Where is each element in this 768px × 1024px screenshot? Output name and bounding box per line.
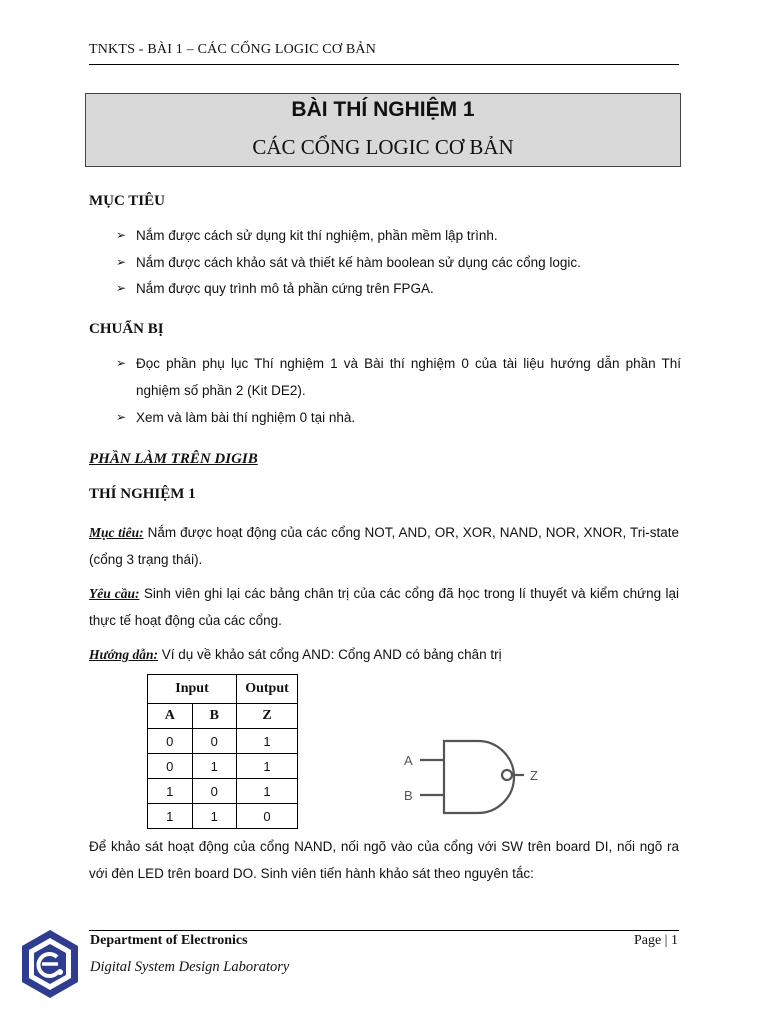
input-group-header: Input	[148, 675, 237, 704]
running-header: TNKTS - BÀI 1 – CÁC CỔNG LOGIC CƠ BẢN	[89, 42, 377, 57]
header-rule	[89, 64, 679, 65]
table-row	[148, 779, 298, 804]
requirement-text: Sinh viên ghi lại các bảng chân trị của các cổng đã học trong lí thuyết và kiểm chứng lại thực tế hoạt động của các cổng.	[89, 586, 679, 628]
table-cell: 1	[148, 779, 193, 804]
closing-paragraph: Để khảo sát hoạt động của cổng NAND, nối ngõ vào của cổng với SW trên board DI, nối ngõ ra với đèn LED trên board DO. Sinh viên tiến hành khảo sát theo nguyên tắc:	[89, 839, 679, 881]
table-row	[148, 754, 298, 779]
arrow-bullet-icon: ➢	[116, 281, 127, 295]
column-header-b: B	[192, 704, 237, 729]
table-cell: 1	[192, 804, 237, 829]
guide-paragraph	[89, 641, 679, 668]
department-logo-icon	[20, 928, 80, 1000]
objective-text: Nắm được hoạt động của các cổng NOT, AND, OR, XOR, NAND, NOR, XNOR, Tri-state (cổng 3 trạng thái).	[89, 525, 679, 567]
title-box	[85, 93, 681, 167]
chuan-bi-heading: CHUẨN BỊ	[89, 321, 164, 337]
table-cell: 1	[237, 729, 298, 754]
truth-table-column-header	[148, 704, 298, 729]
document-subtitle: CÁC CỔNG LOGIC CƠ BẢN	[252, 135, 514, 159]
page-number: Page | 1	[633, 933, 678, 948]
table-cell: 0	[192, 779, 237, 804]
gate-input-a-label: A	[404, 753, 413, 768]
table-cell: 1	[237, 779, 298, 804]
arrow-bullet-icon: ➢	[116, 255, 127, 269]
column-header-z: Z	[237, 704, 298, 729]
table-cell: 0	[148, 754, 193, 779]
chuan-bi-item: ➢ Đọc phần phụ lục Thí nghiệm 1 và Bài thí nghiệm 0 của tài liệu hướng dẫn phần Thí nghiệm số phần 2 (Kit DE2).	[116, 350, 681, 404]
nand-gate-icon	[398, 735, 558, 815]
document-title: BÀI THÍ NGHIỆM 1	[291, 98, 475, 121]
footer-rule	[89, 930, 679, 931]
table-cell: 1	[237, 754, 298, 779]
requirement-paragraph	[89, 580, 679, 634]
guide-label: Hướng dẫn:	[89, 647, 158, 662]
muc-tieu-item: ➢ Nắm được quy trình mô tả phần cứng trên FPGA.	[116, 275, 681, 302]
muc-tieu-item: ➢ Nắm được cách sử dụng kit thí nghiệm, phần mềm lập trình.	[116, 222, 681, 249]
requirement-label: Yêu cầu:	[89, 586, 140, 601]
table-cell: 1	[148, 804, 193, 829]
section-title: PHẦN LÀM TRÊN DIGIB	[89, 451, 258, 467]
footer-lab: Digital System Design Laboratory	[90, 959, 290, 975]
truth-table-group-header	[148, 675, 298, 704]
guide-text: Ví dụ về khảo sát cổng AND: Cổng AND có bảng chân trị	[157, 647, 502, 662]
arrow-bullet-icon: ➢	[116, 228, 127, 242]
muc-tieu-item: ➢ Nắm được cách khảo sát và thiết kế hàm boolean sử dụng các cổng logic.	[116, 249, 681, 276]
table-cell: 0	[237, 804, 298, 829]
chuan-bi-item: ➢ Xem và làm bài thí nghiệm 0 tại nhà.	[116, 404, 681, 431]
muc-tieu-heading: MỤC TIÊU	[89, 193, 165, 209]
output-group-header: Output	[237, 675, 298, 704]
table-cell: 0	[148, 729, 193, 754]
truth-table	[147, 674, 298, 829]
arrow-bullet-icon: ➢	[116, 410, 127, 424]
table-cell: 1	[192, 754, 237, 779]
gate-input-b-label: B	[404, 788, 413, 803]
experiment-heading: THÍ NGHIỆM 1	[89, 486, 196, 502]
footer-department: Department of Electronics	[90, 933, 248, 948]
table-cell: 0	[192, 729, 237, 754]
arrow-bullet-icon: ➢	[116, 356, 127, 370]
table-row	[148, 729, 298, 754]
objective-label: Mục tiêu:	[89, 525, 144, 540]
table-row	[148, 804, 298, 829]
objective-paragraph	[89, 519, 679, 573]
column-header-a: A	[148, 704, 193, 729]
gate-output-z-label: Z	[530, 768, 538, 783]
